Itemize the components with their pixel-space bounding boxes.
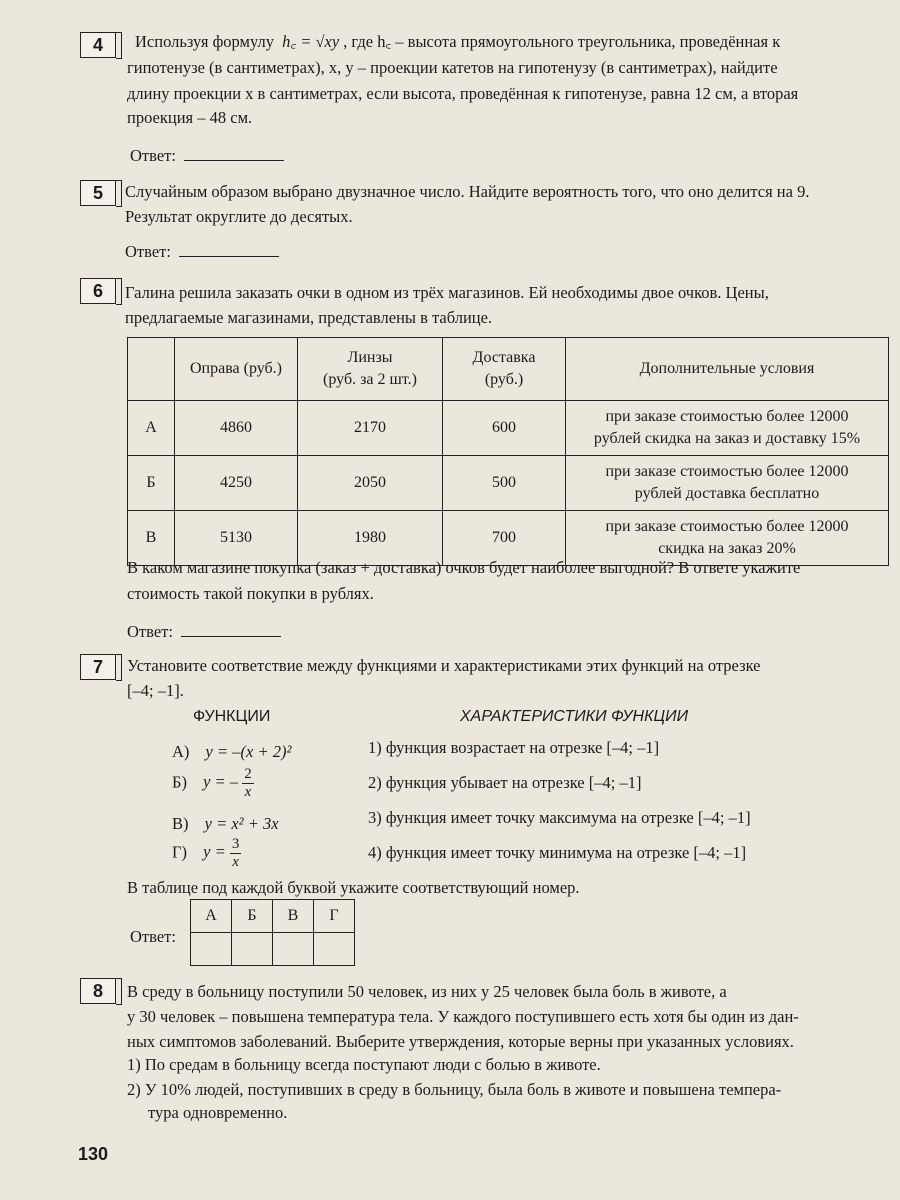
function-v	[172, 814, 279, 834]
question-6-after-2: стоимость такой покупки в рублях.	[127, 584, 374, 603]
answer-letter: В	[273, 900, 314, 933]
shop-price-table	[127, 337, 889, 566]
question-4-line-1	[135, 30, 890, 54]
question-5-line-1: Случайным образом выбрано двузначное число. Найдите вероятность того, что оно делится на 9.	[125, 182, 810, 201]
table-cell: 5130	[175, 511, 298, 566]
numerator: 2	[244, 766, 252, 782]
characteristic-4: 4) функция имеет точку минимума на отрезке [–4; –1]	[368, 843, 747, 862]
page-number: 130	[78, 1144, 109, 1164]
question-7-line-1: Установите соответствие между функциями и характеристиками этих функций на отрезке	[127, 656, 761, 675]
table-cell: 600	[443, 401, 566, 456]
question-5-line-2: Результат округлите до десятых.	[125, 207, 353, 226]
question-4-text-b: , где h꜀ – высота прямоугольного треугольника, проведённая к	[343, 32, 781, 51]
answer-letter: Б	[232, 900, 273, 933]
function-label: Б)	[172, 772, 187, 792]
answer-label: Ответ:	[130, 927, 176, 946]
answer-line[interactable]	[179, 242, 279, 257]
question-6-after-1: В каком магазине покупка (заказ + доставка) очков будет наиболее выгодной? В ответе укажите	[127, 558, 801, 577]
question-8-option-1: 1) По средам в больницу всегда поступают люди с болью в животе.	[127, 1055, 601, 1074]
question-number-6: 6	[80, 278, 116, 304]
function-expression: y = –(x + 2)²	[205, 742, 292, 761]
question-8-option-2-cont: тура одновременно.	[148, 1103, 288, 1122]
table-cell: 4860	[175, 401, 298, 456]
height-formula: h꜀ = √xy	[282, 32, 340, 51]
table-cell: А	[128, 401, 175, 456]
answer-line[interactable]	[184, 146, 284, 161]
answer-grid-header	[191, 900, 355, 933]
function-b	[172, 766, 254, 801]
fraction	[230, 836, 242, 871]
answer-cell[interactable]	[191, 933, 232, 966]
question-4-line-4: проекция – 48 см.	[127, 108, 253, 127]
table-header-cell: Оправа (руб.)	[175, 338, 298, 401]
answer-label: Ответ:	[125, 242, 171, 261]
table-header-cell: Доставка (руб.)	[443, 338, 566, 401]
question-4-answer[interactable]	[130, 146, 284, 166]
function-label: А)	[172, 742, 190, 761]
question-8-line-1: В среду в больницу поступили 50 человек, из них у 25 человек была боль в животе, а	[127, 982, 727, 1001]
answer-line[interactable]	[181, 622, 281, 637]
table-header-cell	[128, 338, 175, 401]
table-cell: 2170	[298, 401, 443, 456]
characteristic-2: 2) функция убывает на отрезке [–4; –1]	[368, 773, 642, 792]
characteristic-1: 1) функция возрастает на отрезке [–4; –1]	[368, 738, 660, 757]
answer-letter: А	[191, 900, 232, 933]
table-cell: 4250	[175, 456, 298, 511]
table-cell: 1980	[298, 511, 443, 566]
table-header-cell: Дополнительные условия	[566, 338, 889, 401]
table-cell: 2050	[298, 456, 443, 511]
question-number-8: 8	[80, 978, 116, 1004]
answer-label: Ответ:	[127, 622, 173, 641]
question-4-text-a: Используя формулу	[135, 32, 274, 51]
denominator: x	[244, 784, 252, 800]
table-row	[128, 456, 889, 511]
question-8-line-3: ных симптомов заболеваний. Выберите утверждения, которые верны при указанных условиях.	[127, 1032, 794, 1051]
table-header-cell: Линзы (руб. за 2 шт.)	[298, 338, 443, 401]
answer-label: Ответ:	[130, 146, 176, 165]
table-row	[128, 401, 889, 456]
table-cell: Б	[128, 456, 175, 511]
characteristics-heading: ХАРАКТЕРИСТИКИ ФУНКЦИИ	[460, 708, 689, 725]
answer-grid-inputs[interactable]	[191, 933, 355, 966]
question-4-line-3: длину проекции x в сантиметрах, если высота, проведённая к гипотенузе, равна 12 см, а вторая	[127, 84, 799, 103]
table-cell: 500	[443, 456, 566, 511]
answer-grid[interactable]	[190, 899, 355, 966]
function-expression: y = x² + 3x	[204, 814, 279, 833]
question-7-instruction: В таблице под каждой буквой укажите соответствующий номер.	[127, 878, 580, 897]
question-number-7: 7	[80, 654, 116, 680]
question-8-line-2: у 30 человек – повышена температура тела. У каждого поступившего есть хотя бы один из дан-	[127, 1007, 799, 1026]
answer-cell[interactable]	[273, 933, 314, 966]
function-lhs: y = –	[203, 772, 239, 792]
function-label: Г)	[172, 842, 188, 862]
fraction	[242, 766, 254, 801]
question-7-line-2: [–4; –1].	[127, 681, 184, 700]
question-6-answer[interactable]	[127, 622, 281, 642]
question-4-line-2: гипотенузе (в сантиметрах), x, y – проекции катетов на гипотенузу (в сантиметрах), найдите	[127, 58, 778, 77]
functions-heading: ФУНКЦИИ	[193, 708, 271, 725]
table-cell: В	[128, 511, 175, 566]
function-lhs: y =	[203, 842, 226, 862]
question-6-line-2: предлагаемые магазинами, представлены в таблице.	[125, 308, 493, 327]
table-cell: при заказе стоимостью более 12000 скидка на заказ 20%	[566, 511, 889, 566]
question-number-4: 4	[80, 32, 116, 58]
question-5-answer[interactable]	[125, 242, 279, 262]
table-cell: при заказе стоимостью более 12000 рублей доставка бесплатно	[566, 456, 889, 511]
function-g	[172, 836, 241, 871]
answer-cell[interactable]	[232, 933, 273, 966]
question-8-option-2: 2) У 10% людей, поступивших в среду в больницу, была боль в животе и повышена темпера-	[127, 1080, 782, 1099]
table-cell: при заказе стоимостью более 12000 рублей скидка на заказ и доставку 15%	[566, 401, 889, 456]
answer-letter: Г	[314, 900, 355, 933]
question-6-line-1: Галина решила заказать очки в одном из трёх магазинов. Ей необходимы двое очков. Цены,	[125, 283, 769, 302]
numerator: 3	[231, 836, 240, 852]
characteristic-3: 3) функция имеет точку максимума на отрезке [–4; –1]	[368, 808, 751, 827]
function-a	[172, 742, 291, 762]
table-cell: 700	[443, 511, 566, 566]
question-number-5: 5	[80, 180, 116, 206]
answer-cell[interactable]	[314, 933, 355, 966]
denominator: x	[232, 854, 239, 870]
table-header-row	[128, 338, 889, 401]
function-label: В)	[172, 814, 189, 833]
